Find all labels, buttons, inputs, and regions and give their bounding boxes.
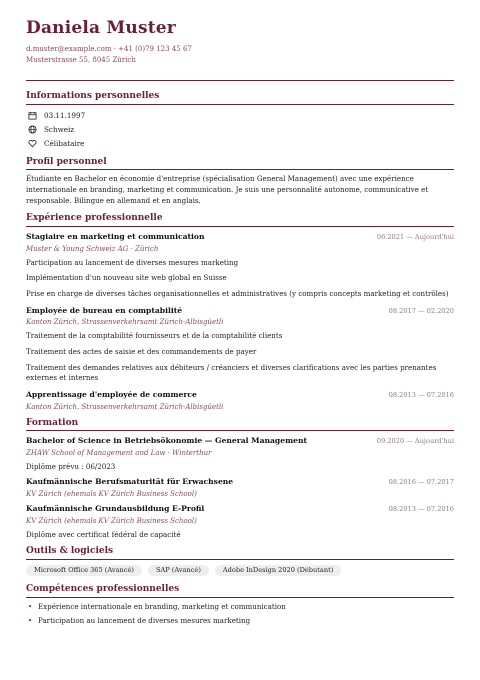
heart-icon	[26, 139, 38, 149]
section-skills	[26, 584, 454, 626]
entry-date: 08.2017 — 02.2020	[388, 306, 454, 315]
section-divider	[26, 559, 454, 560]
experience-entry	[26, 389, 454, 412]
entry-date: 09.2020 — Aujourd'hui	[376, 437, 454, 446]
entry-organization: ZHAW School of Management and Law · Winterthur	[26, 448, 212, 457]
bullet-icon: •	[28, 602, 33, 611]
entry-item: Traitement des demandes relatives aux débiteurs / créanciers et diverses clarifications avec les parties prenantes externes et internes	[26, 362, 437, 383]
entry-title: Bachelor of Science in Betriebsökonomie — General Management	[26, 436, 307, 446]
experience-entry	[26, 231, 454, 300]
list-item	[28, 602, 454, 612]
section-personal-info	[26, 91, 454, 151]
education-entry	[26, 435, 454, 472]
info-row-marital-status	[26, 137, 454, 151]
entry-title: Kaufmännische Berufsmaturität für Erwachsene	[26, 477, 234, 487]
entry-date: 06.2021 — Aujourd'hui	[376, 233, 454, 242]
entry-item: Traitement des actes de saisie et des commandements de payer	[26, 347, 257, 357]
info-row-nationality	[26, 123, 454, 137]
tool-tags	[26, 564, 454, 579]
resume-header	[26, 18, 454, 66]
section-tools	[26, 546, 454, 578]
globe-icon	[26, 125, 38, 135]
entry-item: Prise en charge de diverses tâches organisationnelles et administratives (y compris concepts marketing et contrôles)	[26, 289, 449, 299]
list-item	[28, 616, 454, 626]
entry-date: 08.2016 — 07.2017	[388, 478, 454, 487]
section-divider	[26, 226, 454, 227]
skill-text: Expérience internationale en branding, marketing et communication	[38, 601, 286, 611]
tool-tag: SAP (Avancé)	[148, 565, 209, 577]
entry-organization: KV Zürich (ehemals KV Zürich Business School)	[26, 516, 197, 525]
section-education	[26, 418, 454, 540]
entry-item: Participation au lancement de diverses mesures marketing	[26, 257, 239, 267]
entry-title: Kaufmännische Grundausbildung E-Profil	[26, 503, 205, 513]
bullet-icon: •	[28, 617, 33, 626]
entry-organization: Kanton Zürich, Strassenverkehrsamt Zürich-Albisgüetli	[26, 402, 224, 411]
entry-item: Implémentation d'un nouveau site web global en Suisse	[26, 273, 227, 283]
entry-organization: Kanton Zürich, Strassenverkehrsamt Zürich-Albisgüetli	[26, 318, 224, 327]
entry-title: Stagiaire en marketing et communication	[26, 232, 205, 242]
entry-organization: KV Zürich (ehemals KV Zürich Business School)	[26, 489, 197, 498]
candidate-name: Daniela Muster	[26, 18, 176, 38]
skills-list	[26, 602, 454, 627]
section-profile	[26, 157, 454, 208]
experience-entry	[26, 305, 454, 384]
section-divider	[26, 104, 454, 105]
section-divider	[26, 597, 454, 598]
entry-date: 08.2013 — 07.2016	[388, 504, 454, 513]
section-title: Compétences professionnelles	[26, 584, 180, 595]
skill-text: Participation au lancement de diverses mesures marketing	[38, 616, 251, 626]
entry-title: Apprentissage d'employée de commerce	[26, 389, 197, 399]
entry-item: Traitement de la comptabilité fournisseurs et de la comptabilité clients	[26, 331, 283, 341]
section-divider	[26, 169, 454, 170]
entry-organization: Muster & Young Schweiz AG · Zürich	[26, 244, 159, 253]
address-line: Musterstrasse 55, 8045 Zürich	[26, 56, 136, 65]
section-title: Profil personnel	[26, 156, 107, 167]
section-title: Informations personnelles	[26, 91, 160, 102]
section-divider	[26, 430, 454, 431]
header-divider	[26, 80, 454, 81]
section-title: Outils & logiciels	[26, 545, 114, 556]
info-row-birthdate	[26, 109, 454, 123]
profile-text: Étudiante en Bachelor en économie d'entreprise (spécialisation General Management) avec une expérience internationale en branding, marketing et communication. Je suis une personnalité autonome, communicative et responsable. Bilingue en allemand et en anglais.	[26, 174, 429, 206]
contact-line: d.muster@example.com · +41 (0)79 123 45 67	[26, 45, 192, 54]
entry-date: 08.2013 — 07.2016	[388, 390, 454, 399]
info-value: Célibataire	[44, 138, 85, 148]
education-entry	[26, 503, 454, 540]
entry-note: Diplôme avec certificat fédéral de capacité	[26, 529, 181, 539]
education-entry	[26, 476, 454, 499]
info-value: Schweiz	[44, 124, 75, 134]
contact-info	[26, 44, 454, 66]
calendar-icon	[26, 111, 38, 121]
tool-tag: Adobe InDesign 2020 (Débutant)	[215, 565, 341, 577]
entry-note: Diplôme prévu : 06/2023	[26, 462, 116, 472]
section-experience	[26, 213, 454, 411]
section-title: Expérience professionnelle	[26, 213, 163, 224]
tool-tag: Microsoft Office 365 (Avancé)	[26, 565, 142, 577]
entry-title: Employée de bureau en comptabilité	[26, 305, 183, 315]
info-value: 03.11.1997	[44, 110, 86, 120]
section-title: Formation	[26, 417, 79, 428]
